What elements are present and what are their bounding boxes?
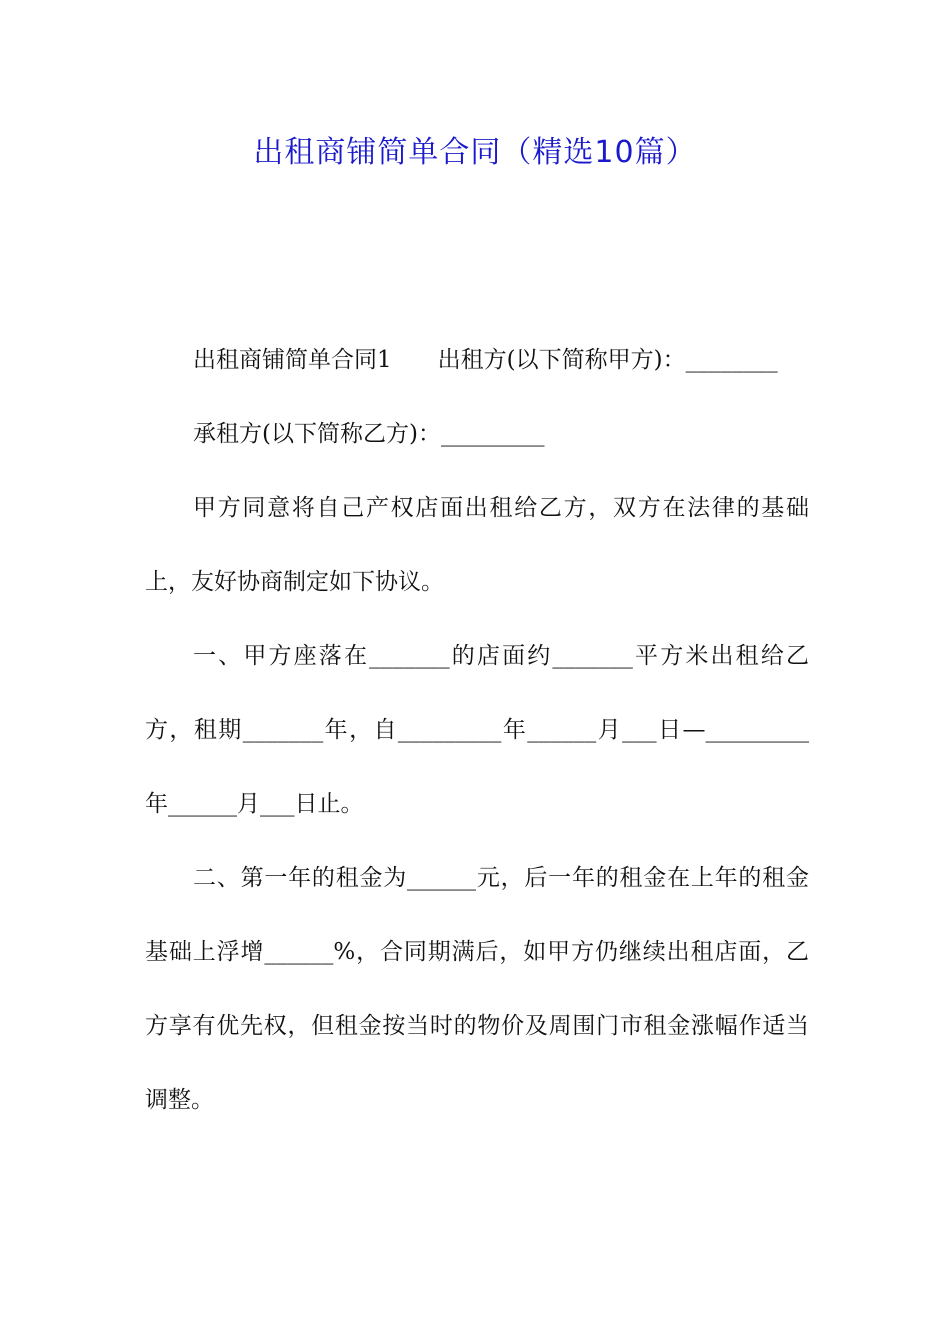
paragraph-agreement-intro: 甲方同意将自己产权店面出租给乙方，双方在法律的基础上，友好协商制定如下协议。 [145,495,809,595]
document-body [145,323,809,1137]
paragraph-parties-lessor: 出租商铺简单合同1 出租方(以下简称甲方)：________ [193,347,778,373]
document-title: 出租商铺简单合同（精选10篇） [253,135,697,170]
paragraph-clause-1: 一、甲方座落在_______的店面约_______平方米出租给乙方，租期_______年，自_________年______月___日—_________年______月___日止。 [145,643,809,817]
paragraph-clause-2: 二、第一年的租金为______元，后一年的租金在上年的租金基础上浮增______%，合同期满后，如甲方仍继续出租店面，乙方享有优先权，但租金按当时的物价及周围门市租金涨幅作适当调整。 [145,865,809,1113]
paragraph-parties-lessee: 承租方(以下简称乙方)：_________ [193,421,545,447]
